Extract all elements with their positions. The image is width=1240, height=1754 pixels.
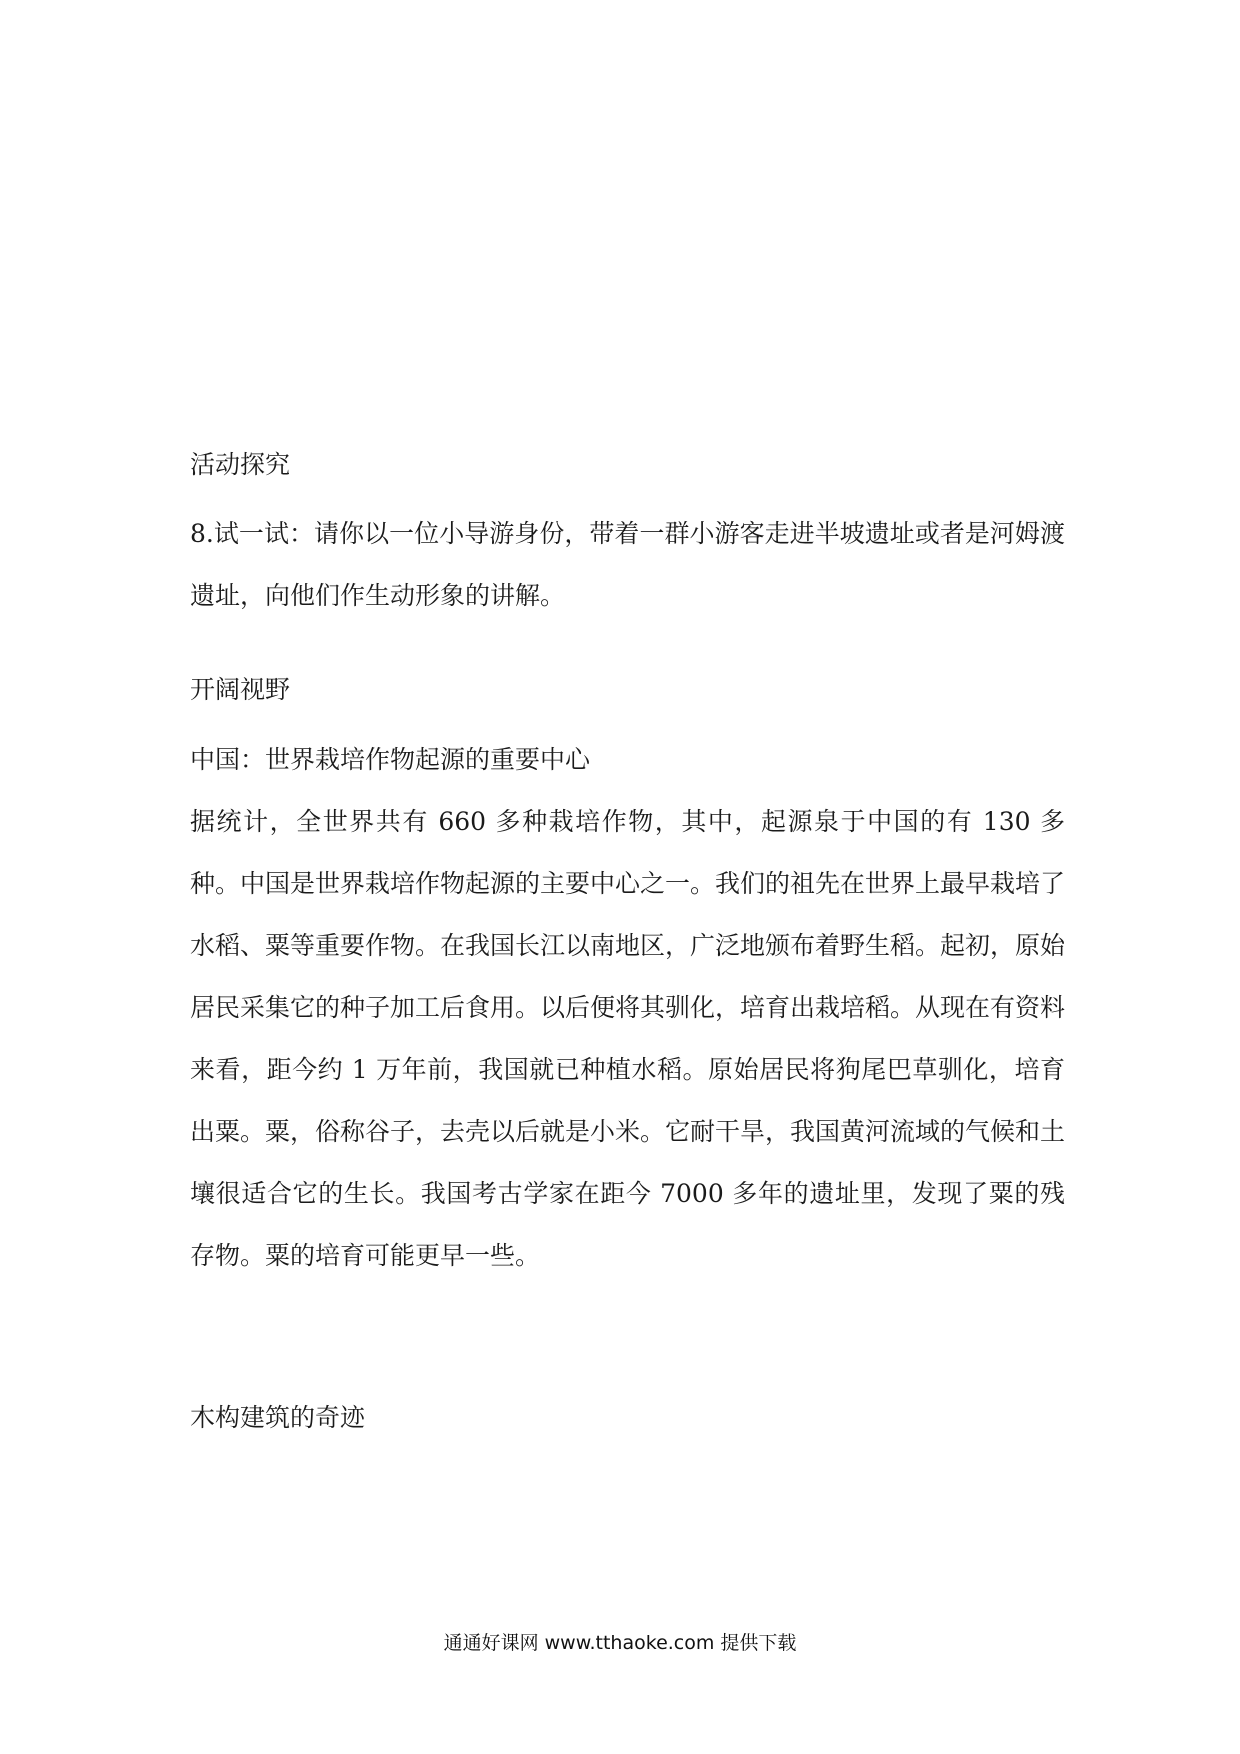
architecture-heading: 木构建筑的奇迹 [190, 1403, 366, 1432]
activity-question: 8.试一试：请你以一位小导游身份，带着一群小游客走进半坡遗址或者是河姆渡遗址，向他们作生动形象的讲解。 [190, 519, 1065, 610]
horizon-paragraph: 据统计，全世界共有 660 多种栽培作物，其中，起源泉于中国的有 130 多种。中国是世界栽培作物起源的主要中心之一。我们的祖先在世界上最早栽培了水稻、粟等重要作物。在我国长江以南地区，广泛地颁布着野生稻。起初，原始居民采集它的种子加工后食用。以后便将其驯化，培育出栽培稻。从现在有资料来看，距今约 1 万年前，我国就已种植水稻。原始居民将狗尾巴草驯化，培育出粟。粟，俗称谷子，去壳以后就是小米。它耐干旱，我国黄河流域的气候和土壤很适合它的生长。我国考古学家在距今 7000 多年的遗址里，发现了粟的残存物。粟的培育可能更早一些。 [190, 807, 1066, 1270]
horizon-subtitle: 中国：世界栽培作物起源的重要中心 [190, 745, 591, 774]
activity-heading: 活动探究 [190, 450, 291, 479]
footer-credit: 通通好课网 www.tthaoke.com 提供下载 [443, 1632, 797, 1654]
horizon-heading: 开阔视野 [190, 675, 291, 704]
